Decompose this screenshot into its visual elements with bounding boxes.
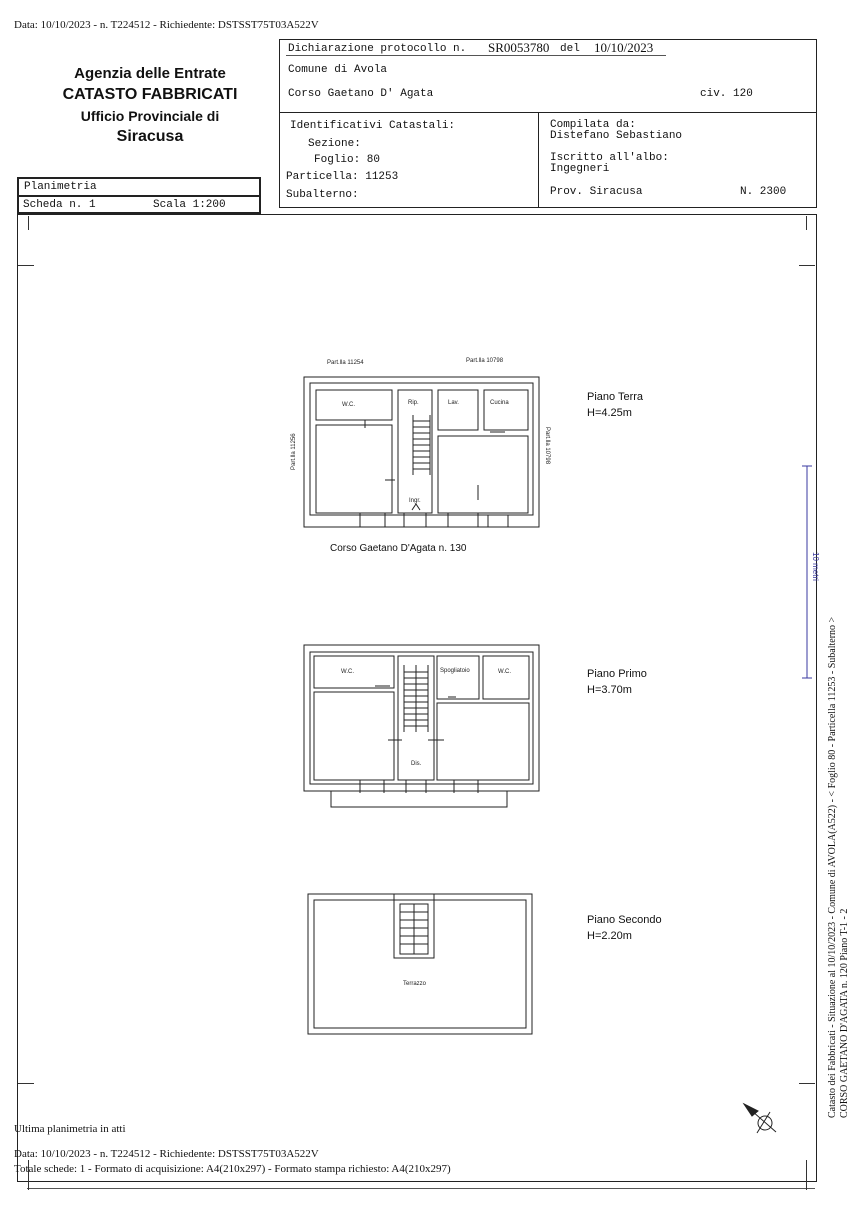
sezione-label: Sezione: [308, 138, 361, 150]
particella-label: Particella: 11253 [286, 171, 399, 183]
second-floor-height: H=2.20m [587, 930, 632, 942]
agency-name: Agenzia delle Entrate [74, 65, 226, 82]
top-caption: Data: 10/10/2023 - n. T224512 - Richiedente: DSTSST75T03A522V [14, 19, 319, 31]
del-label: del [560, 43, 580, 55]
ground-room-cucina: Cucina [490, 400, 509, 406]
first-room-dis: Dis. [411, 761, 422, 767]
first-room-wc: W.C. [341, 669, 354, 675]
second-floor-labels [403, 981, 427, 987]
part-right-top: Part.lla 10798 [466, 358, 504, 364]
part-left-side: Part.lla 11256 [291, 433, 297, 470]
first-floor-labels [341, 668, 511, 767]
protocol-label: Dichiarazione protocollo n. [288, 43, 467, 55]
civ-label: civ. 120 [700, 88, 753, 100]
ground-room-rip: Rip. [408, 400, 419, 406]
second-floor-name: Piano Secondo [587, 914, 662, 926]
protocol-number: SR0053780 [488, 40, 550, 55]
ground-floor-title [587, 389, 643, 421]
ufficio-city: Siracusa [116, 128, 184, 145]
first-floor-title [587, 666, 647, 698]
ultima-planimetria: Ultima planimetria in atti [14, 1123, 126, 1135]
identificativi-title: Identificativi Catastali: [290, 120, 456, 132]
compilata-name: Distefano Sebastiano [550, 130, 683, 142]
second-room-terrazzo: Terrazzo [403, 981, 427, 987]
scale-bar-label: 10 metri [811, 552, 820, 581]
comune-label: Comune di Avola [288, 64, 388, 76]
second-floor-title [587, 912, 662, 944]
side-caption-address: CORSO GAETANO D'AGATA n. 120 Piano T-1 - 2 [839, 908, 850, 1118]
albo-label: Ingegneri [550, 163, 610, 175]
part-left-top: Part.lla 11254 [327, 360, 364, 366]
scala-label: Scala 1:200 [153, 199, 226, 211]
north-arrow-icon [744, 1104, 776, 1133]
side-caption-situazione: Catasto dei Fabbricati - Situazione al 10/10/2023 - Comune di AVOLA(A522) - < Foglio 80 - Particella 11253 - Subalterno > [827, 616, 838, 1118]
street-label: Corso Gaetano D'Agata n. 130 [330, 543, 467, 554]
part-right-side: Part.lla 10798 [544, 427, 550, 465]
subalterno-label: Subalterno: [286, 189, 359, 201]
protocol-date: 10/10/2023 [594, 40, 654, 55]
first-room-wc2: W.C. [498, 669, 511, 675]
ground-room-lav: Lav. [448, 400, 459, 406]
second-floor-plan [308, 894, 532, 1034]
catasto-title: CATASTO FABBRICATI [62, 86, 238, 103]
ground-floor-height: H=4.25m [587, 407, 632, 419]
first-room-spogliatoio: Spogliatoio [440, 668, 470, 674]
ufficio-label: Ufficio Provinciale di [80, 108, 220, 124]
foglio-label: Foglio: 80 [314, 154, 381, 166]
ground-room-ingr: Ingr. [409, 498, 421, 504]
first-floor-name: Piano Primo [587, 668, 647, 680]
ground-floor-labels [291, 358, 550, 504]
footer-data-line: Data: 10/10/2023 - n. T224512 - Richiedente: DSTSST75T03A522V [14, 1148, 319, 1160]
compilata-title: Compilata da: [550, 119, 636, 131]
prov-label: Prov. Siracusa [550, 186, 643, 198]
numero-label: N. 2300 [740, 186, 787, 198]
ground-room-wc: W.C. [342, 402, 355, 408]
first-floor-height: H=3.70m [587, 684, 632, 696]
iscritto-label: Iscritto all'albo: [550, 152, 669, 164]
address-label: Corso Gaetano D' Agata [288, 88, 434, 100]
ground-floor-name: Piano Terra [587, 391, 644, 403]
scale-bar [802, 466, 812, 678]
footer-totale-line: Totale schede: 1 - Formato di acquisizione: A4(210x297) - Formato stampa richiesto: A4(210x297) [14, 1163, 451, 1175]
planimetria-label: Planimetria [24, 181, 97, 193]
scheda-label: Scheda n. 1 [23, 199, 96, 211]
